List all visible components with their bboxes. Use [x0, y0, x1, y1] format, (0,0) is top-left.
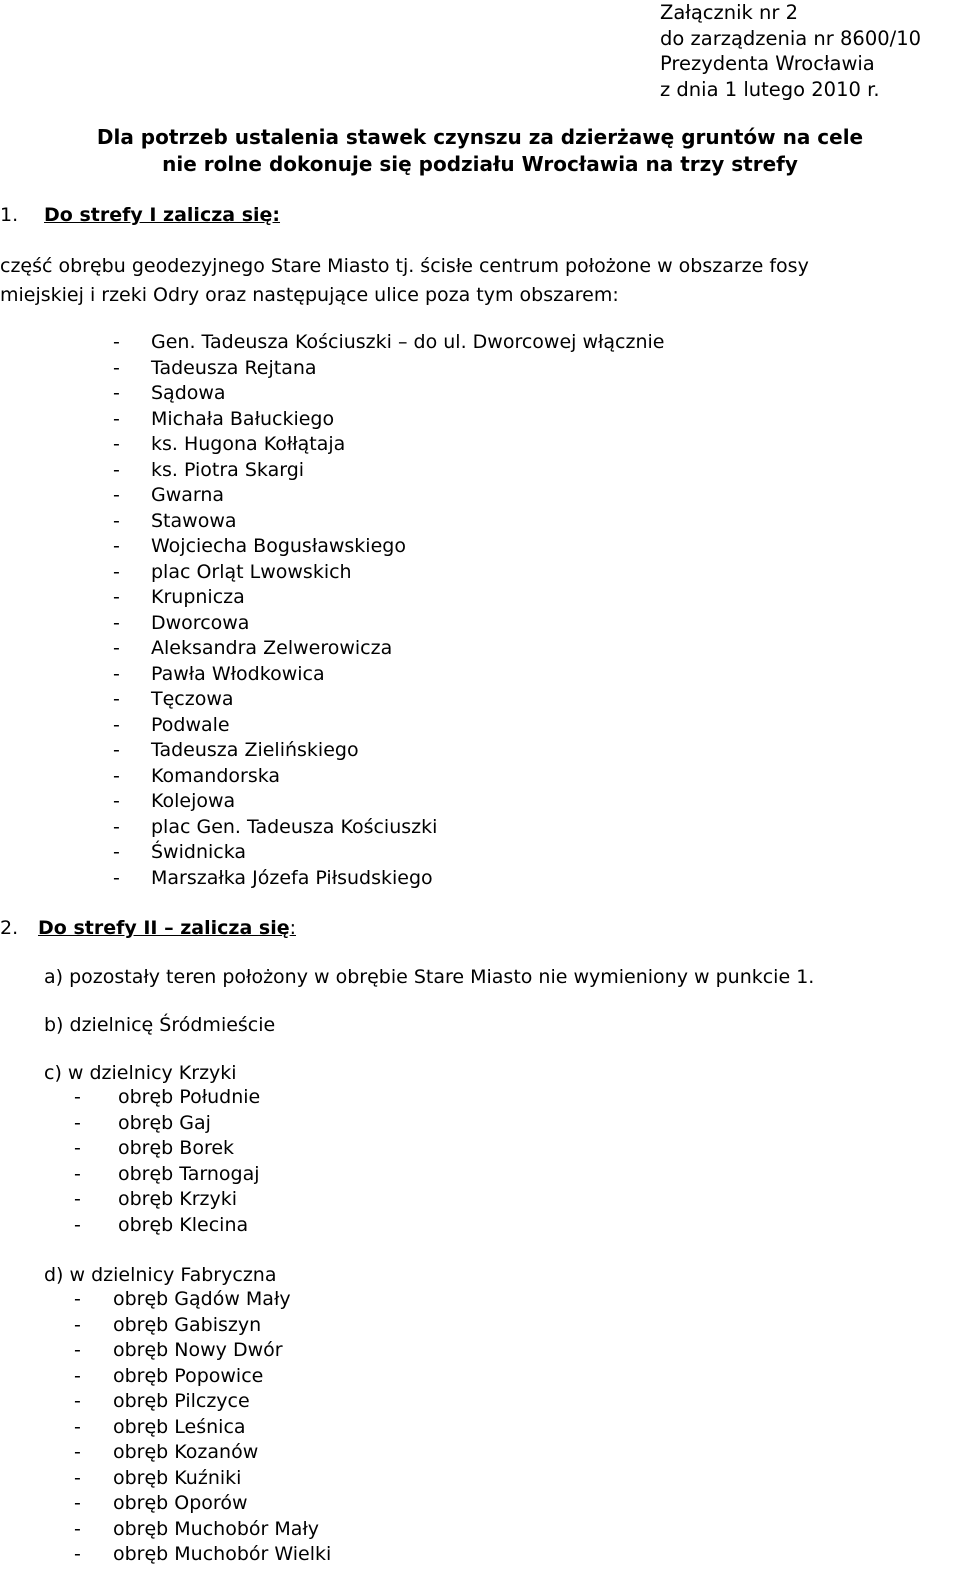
list-dash: - — [74, 1313, 81, 1336]
list-dash: - — [113, 484, 120, 506]
section1-title: Do strefy I zalicza się: — [44, 204, 281, 226]
list-item-text: Podwale — [151, 713, 230, 736]
section2-title: Do strefy II – zalicza się — [38, 917, 290, 939]
list-item-text: Michała Bałuckiego — [151, 407, 335, 430]
list-item — [74, 1542, 331, 1568]
list-item-text: Komandorska — [151, 764, 281, 787]
list-item-text: obręb Krzyki — [118, 1188, 238, 1210]
list-dash: - — [113, 739, 120, 761]
list-item-text: ks. Piotra Skargi — [151, 458, 305, 481]
list-item — [113, 483, 664, 509]
list-dash: - — [74, 1466, 81, 1489]
list-item — [113, 407, 664, 433]
section2-item-c: c) w dzielnicy Krzyki — [44, 1062, 237, 1084]
list-item-text: obręb Kuźniki — [113, 1466, 242, 1489]
list-dash: - — [113, 509, 120, 532]
list-item — [74, 1491, 331, 1517]
list-dash: - — [113, 458, 120, 481]
section2-item-d: d) w dzielnicy Fabryczna — [44, 1264, 277, 1286]
list-item-text: obręb Popowice — [113, 1364, 264, 1387]
list-item — [113, 560, 664, 586]
list-dash: - — [113, 331, 120, 353]
list-dash: - — [74, 1517, 81, 1540]
list-item — [113, 738, 664, 764]
list-item — [74, 1313, 331, 1339]
list-dash: - — [74, 1543, 81, 1565]
list-item — [113, 356, 664, 382]
list-item — [113, 713, 664, 739]
list-item — [113, 330, 664, 356]
list-item-text: obręb Południe — [118, 1086, 261, 1108]
list-dash: - — [74, 1415, 81, 1438]
list-item — [113, 432, 664, 458]
list-dash: - — [74, 1390, 81, 1412]
list-item-text: Gen. Tadeusza Kościuszki – do ul. Dworcowej włącznie — [151, 331, 665, 353]
section1-heading — [0, 201, 280, 230]
list-item-text: obręb Nowy Dwór — [113, 1339, 283, 1361]
list-item — [113, 611, 664, 637]
section1-number: 1. — [0, 204, 19, 226]
list-dash: - — [74, 1213, 81, 1236]
list-item — [113, 866, 664, 892]
list-item — [74, 1162, 260, 1188]
attachment-line: do zarządzenia nr 8600/10 — [660, 26, 922, 50]
list-item — [74, 1187, 260, 1213]
list-item — [74, 1389, 331, 1415]
list-item-text: obręb Gądów Mały — [113, 1288, 291, 1310]
section2-heading — [0, 914, 296, 943]
list-item — [74, 1213, 260, 1239]
fabryczna-precinct-list — [74, 1287, 331, 1568]
list-dash: - — [113, 637, 120, 659]
list-item-text: obręb Kozanów — [113, 1441, 259, 1463]
list-item — [113, 789, 664, 815]
list-item-text: obręb Oporów — [113, 1492, 248, 1514]
list-item-text: ks. Hugona Kołłątaja — [151, 433, 346, 455]
list-item-text: obręb Borek — [118, 1137, 235, 1159]
list-dash: - — [74, 1339, 81, 1361]
list-item — [113, 840, 664, 866]
list-item — [113, 585, 664, 611]
section2-item-b: b) dzielnicę Śródmieście — [44, 1014, 276, 1036]
list-item-text: plac Gen. Tadeusza Kościuszki — [151, 815, 438, 838]
section2-item-a: a) pozostały teren położony w obrębie Stare Miasto nie wymieniony w punkcie 1. — [44, 966, 815, 988]
list-item — [113, 764, 664, 790]
list-item — [113, 458, 664, 484]
list-item — [74, 1364, 331, 1390]
section2-title-suffix: : — [289, 917, 296, 939]
list-item-text: Gwarna — [151, 484, 225, 506]
list-item-text: Stawowa — [151, 509, 237, 532]
list-item — [74, 1111, 260, 1137]
list-item — [113, 509, 664, 535]
list-dash: - — [74, 1162, 81, 1185]
list-item — [74, 1287, 331, 1313]
list-dash: - — [113, 611, 120, 634]
list-item-text: Tadeusza Rejtana — [151, 356, 317, 379]
list-item — [74, 1085, 260, 1111]
section2-number: 2. — [0, 917, 19, 939]
list-item — [113, 687, 664, 713]
list-item-text: Sądowa — [151, 382, 226, 404]
heading-line: nie rolne dokonuje się podziału Wrocławia na trzy strefy — [162, 152, 798, 176]
list-item-text: Aleksandra Zelwerowicza — [151, 637, 393, 659]
list-item-text: obręb Klecina — [118, 1213, 249, 1236]
list-item-text: Tadeusza Zielińskiego — [151, 739, 359, 761]
attachment-line: Załącznik nr 2 — [660, 1, 799, 24]
list-dash: - — [113, 866, 120, 889]
list-item — [113, 636, 664, 662]
list-dash: - — [74, 1288, 81, 1310]
list-item — [74, 1440, 331, 1466]
list-item — [113, 381, 664, 407]
list-dash: - — [113, 713, 120, 736]
list-dash: - — [74, 1137, 81, 1159]
list-item-text: Pawła Włodkowica — [151, 662, 325, 685]
list-dash: - — [113, 841, 120, 863]
attachment-header — [660, 0, 921, 102]
list-item — [113, 662, 664, 688]
list-dash: - — [74, 1188, 81, 1210]
attachment-line: z dnia 1 lutego 2010 r. — [660, 77, 880, 101]
list-item-text: plac Orląt Lwowskich — [151, 560, 352, 583]
list-dash: - — [113, 815, 120, 838]
list-dash: - — [113, 382, 120, 404]
section1-intro-line: miejskiej i rzeki Odry oraz następujące ulice poza tym obszarem: — [0, 284, 619, 306]
list-dash: - — [113, 560, 120, 583]
list-dash: - — [74, 1086, 81, 1108]
list-dash: - — [74, 1364, 81, 1387]
list-item-text: obręb Gaj — [118, 1111, 211, 1134]
list-dash: - — [113, 433, 120, 455]
list-dash: - — [113, 764, 120, 787]
list-item — [113, 815, 664, 841]
list-item-text: Świdnicka — [151, 841, 247, 863]
list-dash: - — [74, 1492, 81, 1514]
list-dash: - — [113, 586, 120, 608]
list-item-text: Marszałka Józefa Piłsudskiego — [151, 866, 433, 889]
list-dash: - — [113, 662, 120, 685]
list-item-text: Kolejowa — [151, 790, 236, 812]
list-item — [74, 1466, 331, 1492]
list-dash: - — [74, 1111, 81, 1134]
list-dash: - — [74, 1441, 81, 1463]
list-item-text: Tęczowa — [151, 688, 234, 710]
list-item-text: obręb Gabiszyn — [113, 1313, 262, 1336]
document-heading — [0, 124, 960, 178]
list-item — [74, 1517, 331, 1543]
list-item — [74, 1136, 260, 1162]
list-dash: - — [113, 535, 120, 557]
list-item — [113, 534, 664, 560]
list-dash: - — [113, 407, 120, 430]
list-item-text: Dworcowa — [151, 611, 250, 634]
list-dash: - — [113, 356, 120, 379]
list-item-text: obręb Tarnogaj — [118, 1162, 260, 1185]
heading-line: Dla potrzeb ustalenia stawek czynszu za dzierżawę gruntów na cele — [96, 125, 864, 149]
list-item — [74, 1338, 331, 1364]
attachment-line: Prezydenta Wrocławia — [660, 52, 875, 75]
list-item-text: Krupnicza — [151, 586, 245, 608]
krzyki-precinct-list — [74, 1085, 260, 1238]
list-dash: - — [113, 688, 120, 710]
list-item-text: obręb Leśnica — [113, 1415, 246, 1438]
list-item-text: Wojciecha Bogusławskiego — [151, 535, 406, 557]
list-dash: - — [113, 790, 120, 812]
list-item — [74, 1415, 331, 1441]
list-item-text: obręb Pilczyce — [113, 1390, 250, 1412]
section1-intro-line: część obrębu geodezyjnego Stare Miasto tj. ścisłe centrum położone w obszarze fosy — [0, 255, 809, 277]
list-item-text: obręb Muchobór Mały — [113, 1517, 320, 1540]
list-item-text: obręb Muchobór Wielki — [113, 1543, 332, 1565]
section1-street-list — [113, 330, 664, 891]
